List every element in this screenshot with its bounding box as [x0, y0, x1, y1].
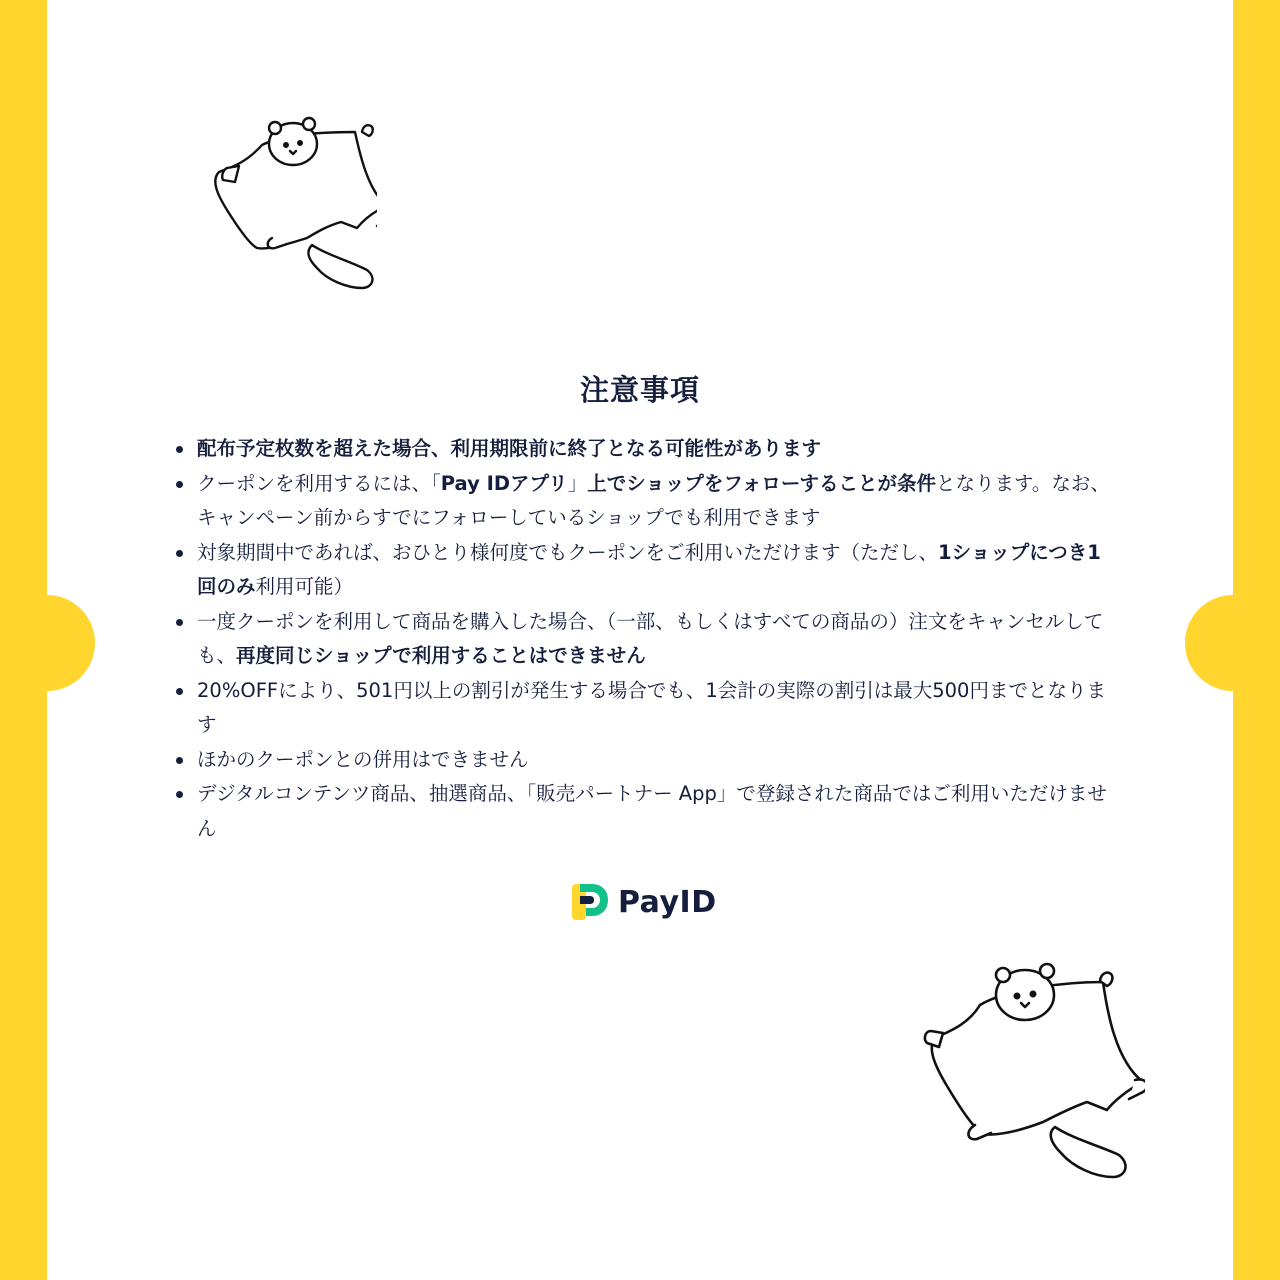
- note-text: ほかのクーポンとの併用はできません: [197, 747, 529, 771]
- logo-text: PayID: [618, 884, 717, 920]
- note-item: [197, 743, 1112, 778]
- note-emphasis: 上でショップをフォローすることが条件: [587, 471, 936, 495]
- note-item: [197, 432, 1112, 467]
- note-item: [197, 674, 1112, 743]
- flying-squirrel-icon: [905, 955, 1145, 1180]
- note-text: クーポンを利用するには、「: [197, 471, 441, 495]
- note-text: デジタルコンテンツ商品、抽選商品、「販売パートナー App」で登録された商品ではご利用いただけません: [197, 782, 1107, 840]
- notes-list: [197, 432, 1112, 846]
- note-text: となります。なお、キャンペーン前からすでにフォローしているショップでも利用できます: [197, 471, 1110, 529]
- note-text: 一度クーポンを利用して商品を購入した場合、（一部、もしくはすべての商品の）注文をキャンセルしても、: [197, 609, 1104, 667]
- coupon-card: [47, 0, 1233, 1280]
- page-title: 注意事項: [579, 373, 700, 407]
- note-text: 20%OFFにより、501円以上の割引が発生する場合でも、1会計の実際の割引は最大500円までとなります: [197, 678, 1106, 736]
- note-emphasis: 配布予定枚数を超えた場合、利用期限前に終了となる可能性があります: [197, 437, 822, 460]
- card-notch-right: [1185, 595, 1280, 691]
- payid-logo-icon: [570, 880, 610, 924]
- note-text: 対象期間中であれば、おひとり様何度でもクーポンをご利用いただけます（ただし、: [197, 540, 939, 564]
- note-text: 利用可能）: [255, 575, 354, 598]
- note-item: [197, 536, 1112, 605]
- flying-squirrel-icon: [177, 110, 377, 295]
- note-item: [197, 777, 1112, 846]
- note-emphasis: 再度同じショップで利用することはできません: [236, 644, 646, 667]
- payid-logo: [570, 878, 717, 926]
- card-notch-left: [0, 595, 95, 691]
- note-emphasis: 1ショップにつき1回のみ: [197, 540, 1101, 598]
- note-text: 」: [567, 471, 588, 495]
- note-emphasis: Pay IDアプリ: [440, 471, 568, 495]
- note-item: [197, 467, 1112, 536]
- note-item: [197, 605, 1112, 674]
